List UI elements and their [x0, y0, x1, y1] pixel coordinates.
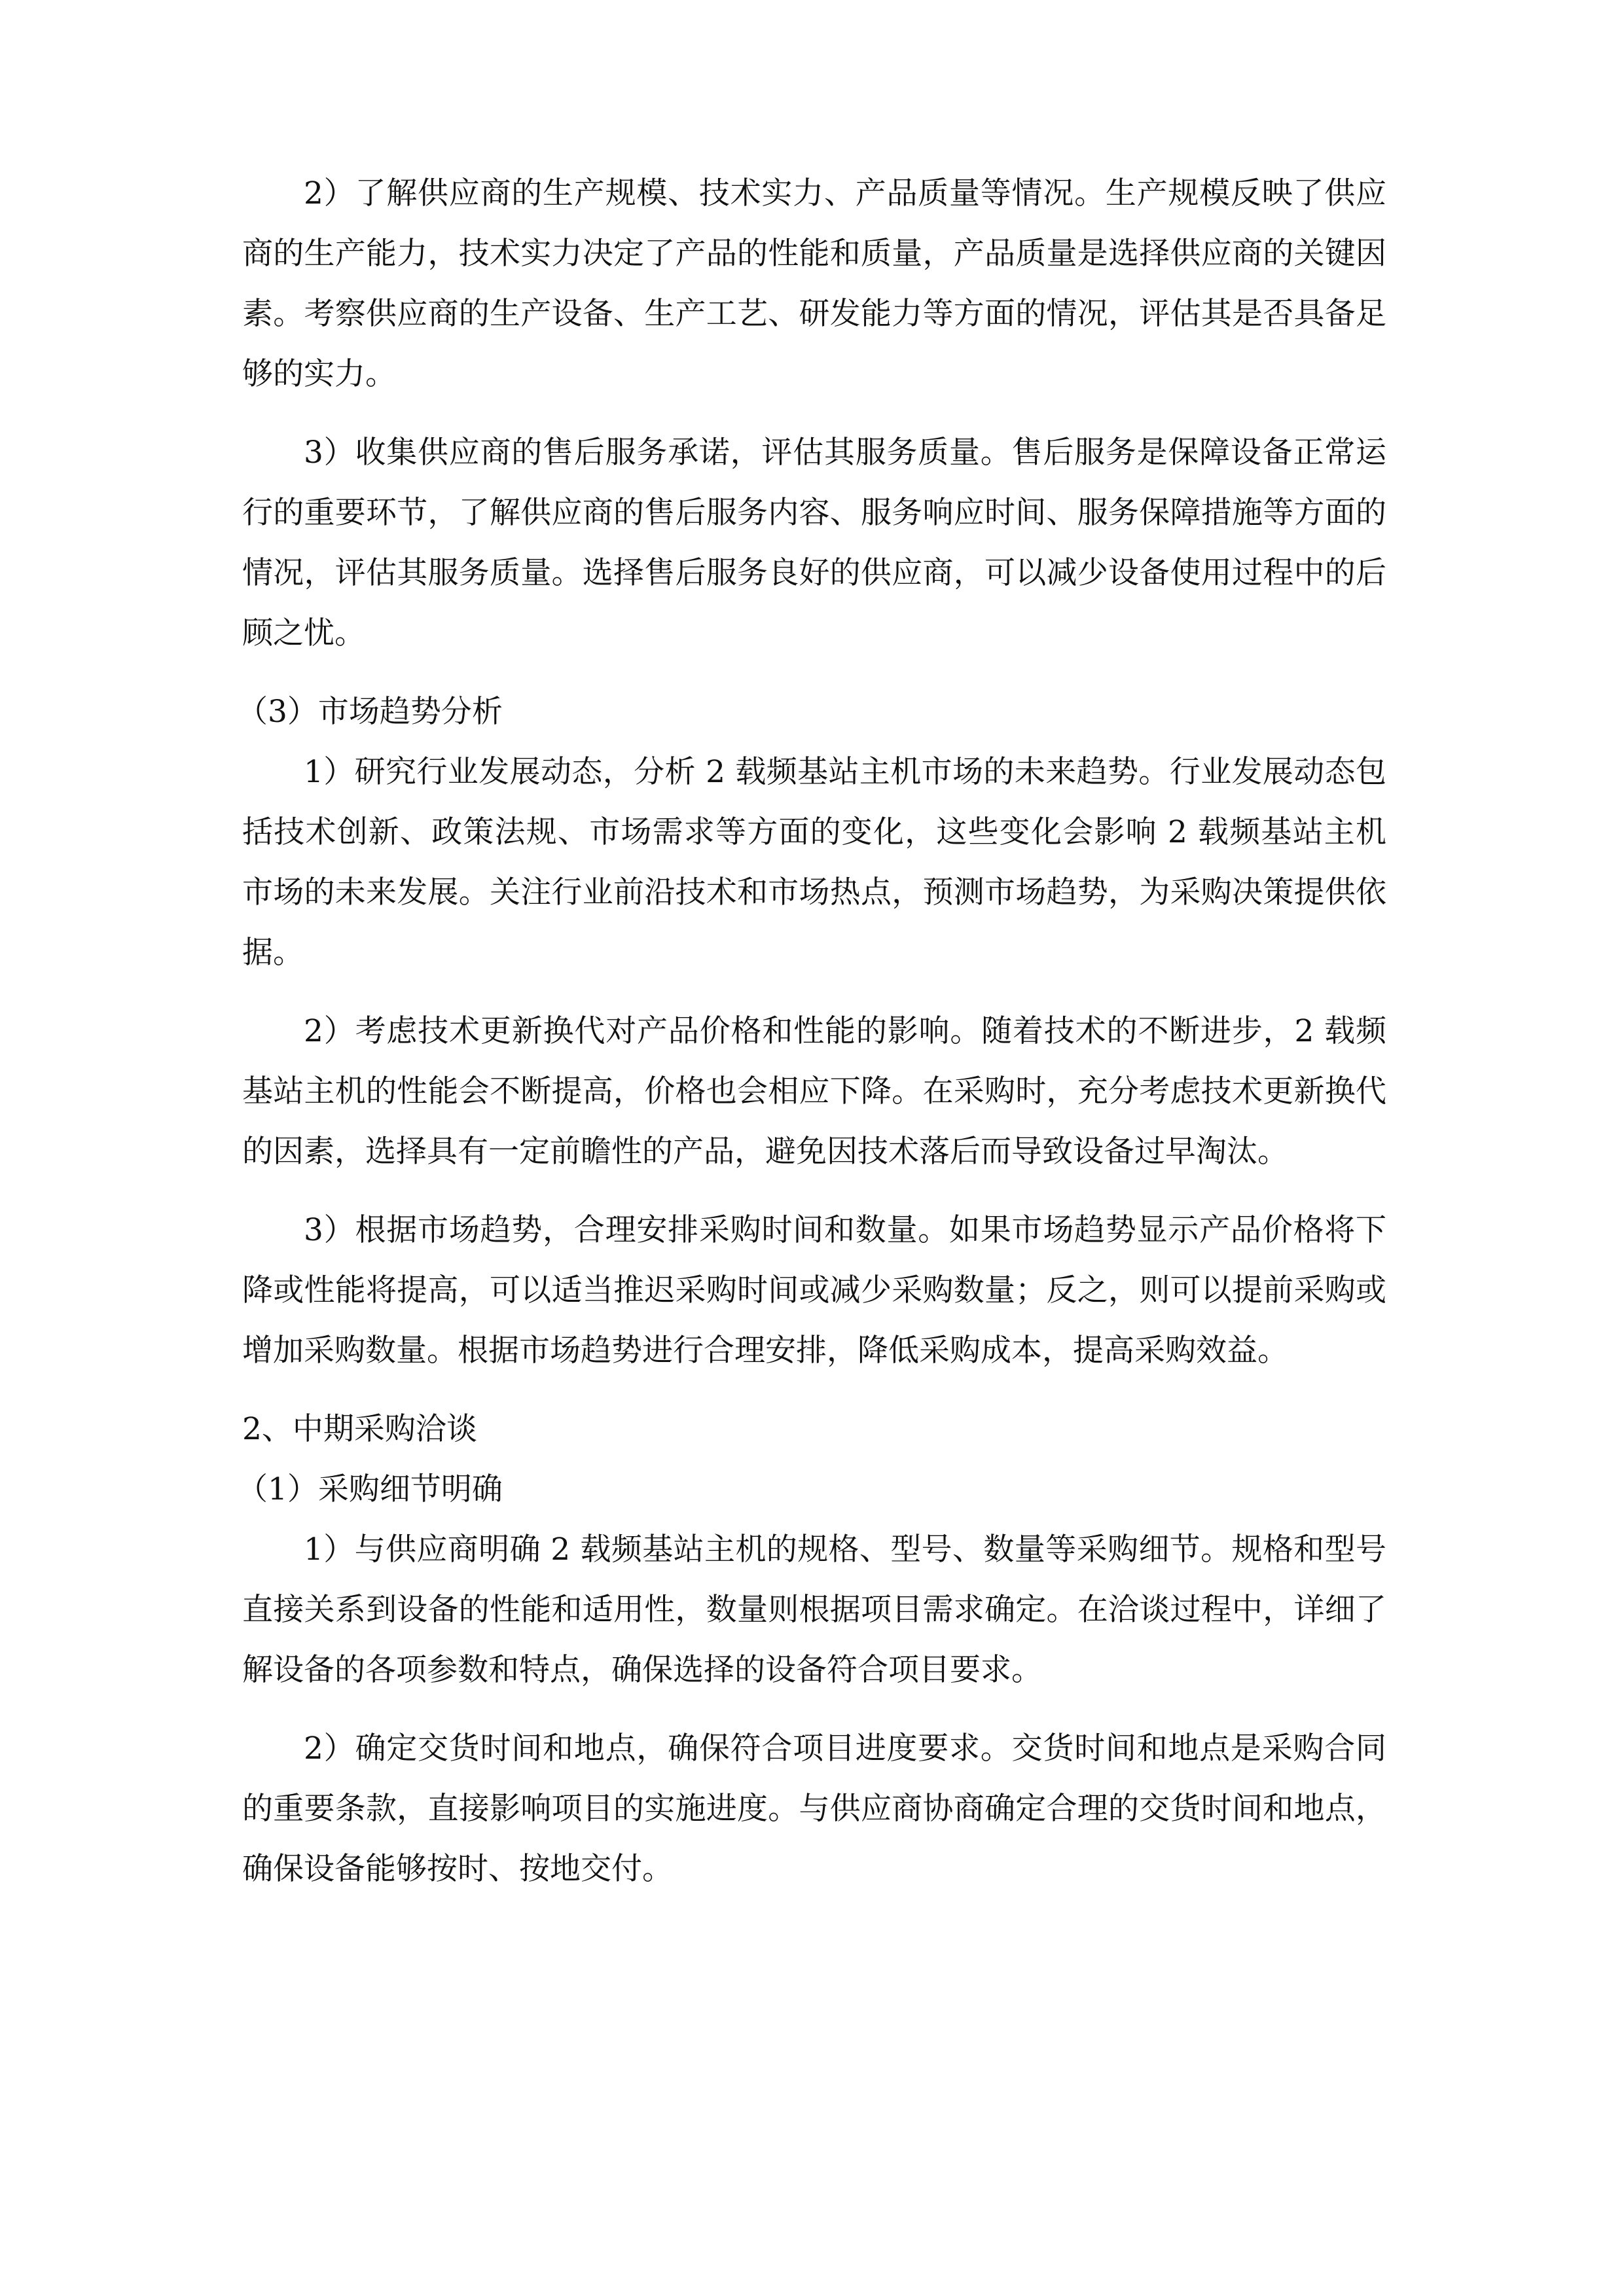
document-body — [237, 164, 1386, 1918]
paragraph-specifications: 1）与供应商明确 2 载频基站主机的规格、型号、数量等采购细节。规格和型号直接关系到设备的性能和适用性，数量则根据项目需求确定。在洽谈过程中，详细了解设备的各项参数和特点，确保选择的设备符合项目要求。 — [242, 1532, 1386, 1688]
paragraph-delivery-time: 2）确定交货时间和地点，确保符合项目进度要求。交货时间和地点是采购合同的重要条款，直接影响项目的实施进度。与供应商协商确定合理的交货时间和地点，确保设备能够按时、按地交付。 — [242, 1731, 1386, 1887]
heading-mid-term-negotiation: 2、中期采购洽谈 — [242, 1411, 477, 1447]
paragraph-after-sales-service: 3）收集供应商的售后服务承诺，评估其服务质量。售后服务是保障设备正常运行的重要环节，了解供应商的售后服务内容、服务响应时间、服务保障措施等方面的情况，评估其服务质量。选择售后服务良好的供应商，可以减少设备使用过程中的后顾之忧。 — [242, 435, 1386, 651]
paragraph-supplier-capability: 2）了解供应商的生产规模、技术实力、产品质量等情况。生产规模反映了供应商的生产能力，技术实力决定了产品的性能和质量，产品质量是选择供应商的关键因素。考察供应商的生产设备、生产工艺、研发能力等方面的情况，评估其是否具备足够的实力。 — [242, 175, 1386, 392]
heading-purchase-details: （1）采购细节明确 — [237, 1471, 503, 1507]
paragraph-purchase-timing: 3）根据市场趋势，合理安排采购时间和数量。如果市场趋势显示产品价格将下降或性能将提高，可以适当推迟采购时间或减少采购数量；反之，则可以提前采购或增加采购数量。根据市场趋势进行合理安排，降低采购成本，提高采购效益。 — [242, 1212, 1386, 1369]
paragraph-technology-update: 2）考虑技术更新换代对产品价格和性能的影响。随着技术的不断进步，2 载频基站主机的性能会不断提高，价格也会相应下降。在采购时，充分考虑技术更新换代的因素，选择具有一定前瞻性的产品，避免因技术落后而导致设备过早淘汰。 — [242, 1013, 1386, 1170]
paragraph-industry-dynamics: 1）研究行业发展动态，分析 2 载频基站主机市场的未来趋势。行业发展动态包括技术创新、政策法规、市场需求等方面的变化，这些变化会影响 2 载频基站主机市场的未来发展。关注行业前沿技术和市场热点，预测市场趋势，为采购决策提供依据。 — [242, 754, 1386, 971]
heading-market-trend-analysis: （3）市场趋势分析 — [237, 694, 503, 730]
